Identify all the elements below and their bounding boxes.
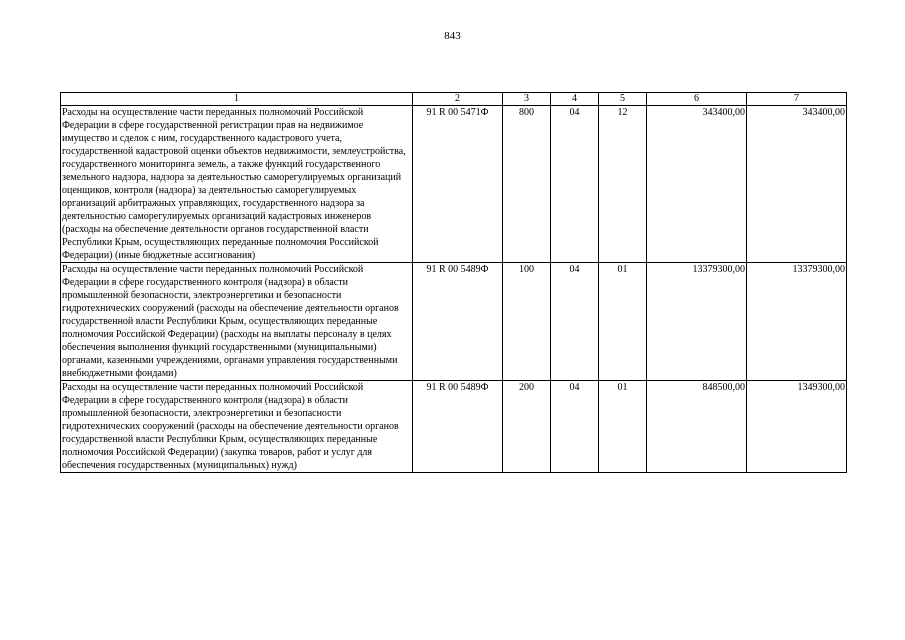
page-number: 843 xyxy=(444,30,461,42)
row-amount-6: 343400,00 xyxy=(647,106,747,263)
header-col-7: 7 xyxy=(747,93,847,106)
row-col-4: 04 xyxy=(551,106,599,263)
row-description: Расходы на осуществление части переданных полномочий Российской Федерации в сфере государственного контроля (надзора) в области промышленной безопасности, электроэнергетики и безопасности гидротехнических сооружений (расходы на обеспечение деятельности органов государственной власти Республики Крым, осуществляющих переданные полномочия Российской Федерации) (закупка товаров, работ и услуг для обеспечения государственных (муниципальных) нужд) xyxy=(61,381,413,473)
row-amount-7: 343400,00 xyxy=(747,106,847,263)
row-col-5: 01 xyxy=(599,263,647,381)
row-code: 91 R 00 5489Ф xyxy=(413,263,503,381)
row-col-5: 01 xyxy=(599,381,647,473)
header-col-3: 3 xyxy=(503,93,551,106)
row-code: 91 R 00 5471Ф xyxy=(413,106,503,263)
header-col-6: 6 xyxy=(647,93,747,106)
table-row xyxy=(61,106,847,263)
row-amount-6: 848500,00 xyxy=(647,381,747,473)
row-col-3: 800 xyxy=(503,106,551,263)
row-description: Расходы на осуществление части переданных полномочий Российской Федерации в сфере государственного контроля (надзора) в области промышленной безопасности, электроэнергетики и безопасности гидротехнических сооружений (расходы на обеспечение деятельности органов государственной власти Республики Крым, осуществляющих переданные полномочия Российской Федерации) (расходы на выплаты персоналу в целях обеспечения выполнения функций государственными (муниципальными) органами, казенными учреждениями, органами управления государственными внебюджетными фондами) xyxy=(61,263,413,381)
row-col-4: 04 xyxy=(551,381,599,473)
header-col-2: 2 xyxy=(413,93,503,106)
table-row xyxy=(61,381,847,473)
row-amount-7: 1349300,00 xyxy=(747,381,847,473)
row-col-3: 100 xyxy=(503,263,551,381)
budget-table xyxy=(60,92,847,473)
row-amount-7: 13379300,00 xyxy=(747,263,847,381)
row-col-4: 04 xyxy=(551,263,599,381)
header-col-1: 1 xyxy=(61,93,413,106)
row-description: Расходы на осуществление части переданных полномочий Российской Федерации в сфере государственной регистрации прав на недвижимое имущество и сделок с ним, государственного кадастрового учета, государственной кадастровой оценки объектов недвижимости, землеустройства, государственного мониторинга земель, а также функций государственного земельного надзора, надзора за деятельностью саморегулируемых организаций оценщиков, контроля (надзора) за деятельностью саморегулируемых организаций арбитражных управляющих, государственного надзора за деятельностью саморегулируемых организаций кадастровых инженеров (расходы на обеспечение деятельности органов государственной власти Республики Крым, осуществляющих переданные полномочия Российской Федерации) (иные бюджетные ассигнования) xyxy=(61,106,413,263)
row-code: 91 R 00 5489Ф xyxy=(413,381,503,473)
table-row xyxy=(61,263,847,381)
header-col-4: 4 xyxy=(551,93,599,106)
header-col-5: 5 xyxy=(599,93,647,106)
header-row xyxy=(61,93,847,106)
row-col-5: 12 xyxy=(599,106,647,263)
row-col-3: 200 xyxy=(503,381,551,473)
row-amount-6: 13379300,00 xyxy=(647,263,747,381)
